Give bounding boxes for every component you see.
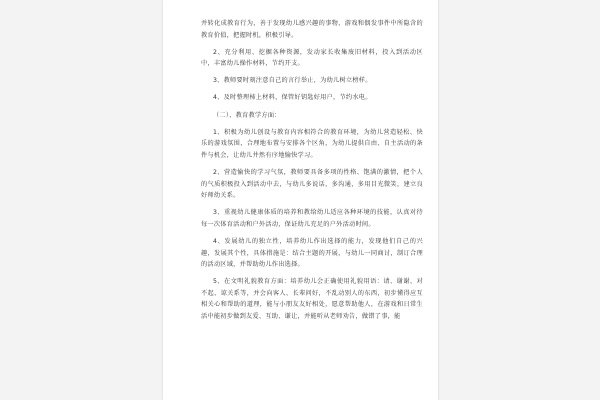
paragraph: 1、积极为幼儿创设与教育内容相符合的教育环境，为幼儿营造轻松、快乐的游戏氛围，合理地布置与安排各个区角，为幼儿提供自由、自主活动的条件与机会，让幼儿井然有序地愉快学习。 <box>201 128 423 159</box>
section-heading: （二）、教育教学方面： <box>213 111 281 119</box>
paragraph: 5、在文明礼貌教育方面：培养幼儿会正确使用礼貌用语：请、谢谢、对不起、谅关系等，并会向客人、长辈问好，不乱动别人的东西，初步懂得应互相关心和帮助的道理，能与小朋友友好相处，愿意帮助他人，在游戏和日常生活中能初步做到友爱、互助、谦让，并能听从老师劝告，做错了事，能 <box>201 278 423 320</box>
paragraph: 4、及时整理柿上材料，保管好钥匙好用户，节约水电。 <box>213 94 372 102</box>
document-page <box>163 0 438 400</box>
paragraph: 2、充分利用、挖掘各种资源，发动家长收集废旧材料，投入到活动区中，丰富幼儿操作材料，节约开支。 <box>201 48 423 68</box>
paragraph: 4、发展幼儿的独立性，培养幼儿作出选择的能力，发现他们自己的兴趣，发展其个性，具体措施是：结合主题的开展，与幼儿一同商讨，制订合理的活动区域，并帮助幼儿作出选择。 <box>201 237 423 269</box>
paragraph: 3、重视幼儿健康体质的培养和教给幼儿适应各种环境的技能，认真对待每一次体育活动和户外活动，保证幼儿充足的户外活动时间。 <box>201 209 423 228</box>
document-body <box>201 18 423 328</box>
paragraph: 2、营造愉快的学习气氛，教师要具备多项的性格、饱满的激情，把个人的气质积极投入到活动中去，与幼儿多说话，多沟通，多用目光微笑，建立良好师幼关系。 <box>201 168 423 200</box>
paragraph: 并转化成教育行为，善于发现幼儿感兴趣的事物、游戏和偶发事件中所隐含的教育价值，把握时机，积极引导。 <box>201 20 423 39</box>
paragraph: 3、教师要时刻注意自己的言行举止，为幼儿树立榜样。 <box>213 77 372 85</box>
